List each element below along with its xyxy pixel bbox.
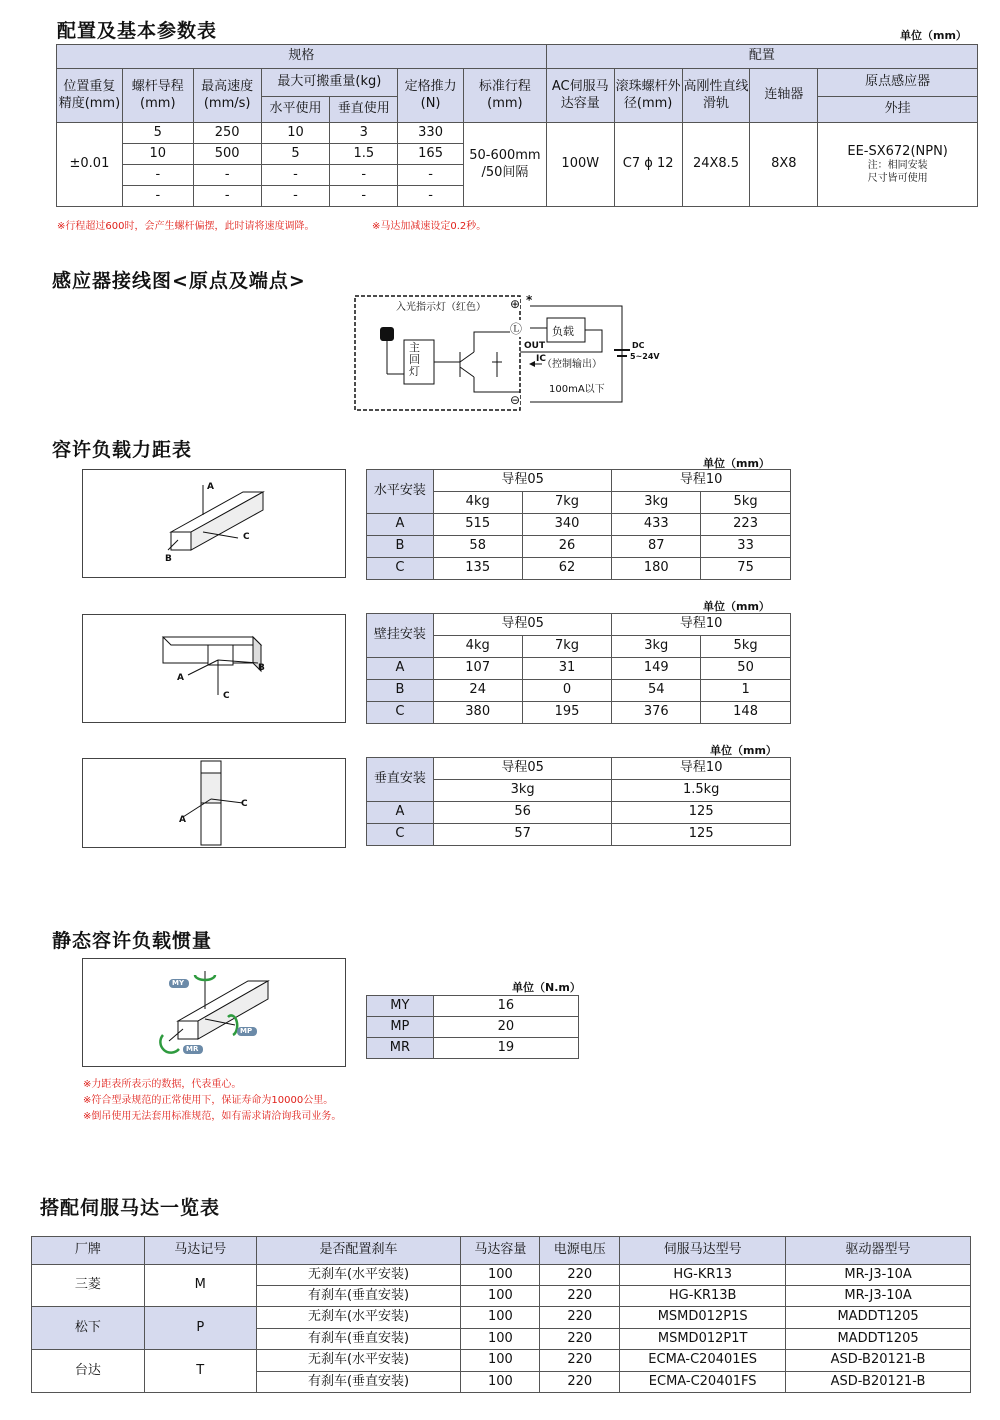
row-key: B <box>367 536 434 558</box>
sensor-note1: 注：相同安装 <box>867 160 928 172</box>
terminal-minus: ⊖ <box>510 393 521 407</box>
table-cell: MSMD012P1T <box>620 1329 786 1350</box>
table-cell: 10 <box>122 144 193 165</box>
table-cell: 149 <box>612 658 701 680</box>
table-cell: 100 <box>461 1307 540 1329</box>
lead10-header: 导程10 <box>612 758 791 780</box>
table-cell: - <box>330 186 398 207</box>
table-cell: 220 <box>540 1265 620 1286</box>
config-title: 配置及基本参数表 <box>57 20 218 42</box>
table-cell: 有刹车(垂直安装) <box>256 1372 461 1393</box>
axis-c-label: C <box>243 532 250 542</box>
row-key: A <box>367 658 434 680</box>
servo-table <box>31 1236 971 1393</box>
rail-value: 24X8.5 <box>682 123 750 207</box>
servo-header: 伺服马达型号 <box>620 1237 786 1265</box>
stroke-value <box>463 123 546 207</box>
table-cell: - <box>122 186 193 207</box>
axis-b-label: B <box>258 663 265 673</box>
col-coupling: 连轴器 <box>750 69 818 123</box>
servo-title: 搭配伺服马达一览表 <box>40 1197 221 1219</box>
main-circuit-3: 灯 <box>409 365 420 379</box>
table-cell: 5 <box>261 144 330 165</box>
main-circuit-1: 主 <box>409 341 420 354</box>
table-cell: MADDT1205 <box>786 1329 971 1350</box>
load-header: 3kg <box>433 780 612 802</box>
lead10-header: 导程10 <box>612 614 791 636</box>
row-key: A <box>367 514 434 536</box>
dc-label: DC <box>632 341 645 350</box>
wall-figure <box>82 614 346 723</box>
vertical-figure <box>82 758 346 848</box>
load-header: 1.5kg <box>612 780 791 802</box>
row-key: B <box>367 680 434 702</box>
row-key: C <box>367 824 434 846</box>
col-sensor-mount: 外挂 <box>818 97 978 123</box>
ic-label: IC <box>536 354 546 364</box>
brand-cell: 台达 <box>32 1350 145 1393</box>
indicator-label: 入光指示灯（红色） <box>396 302 486 313</box>
mp-badge: MP <box>240 1027 253 1035</box>
table-cell: 26 <box>522 536 612 558</box>
table-cell: 180 <box>612 558 701 580</box>
col-rail: 高刚性直线滑轨 <box>682 69 750 123</box>
servo-header: 厂牌 <box>32 1237 145 1265</box>
table-cell: 31 <box>522 658 612 680</box>
sensor-note2: 尺寸皆可使用 <box>867 172 928 184</box>
table-cell: 有刹车(垂直安装) <box>256 1329 461 1350</box>
load-header: 4kg <box>433 636 522 658</box>
table-cell: ASD-B20121-B <box>786 1350 971 1372</box>
table-cell: 10 <box>261 123 330 144</box>
horizontal-svg <box>83 470 345 577</box>
coupling-value: 8X8 <box>750 123 818 207</box>
load-header: 7kg <box>522 636 612 658</box>
out-label: OUT <box>524 341 546 351</box>
table-cell: 0 <box>522 680 612 702</box>
table-cell: 50 <box>701 658 791 680</box>
table-cell: 有刹车(垂直安装) <box>256 1286 461 1307</box>
terminal-star: * <box>526 293 533 307</box>
row-key: MR <box>367 1038 434 1059</box>
config-note2: ※马达加减速设定0.2秒。 <box>372 221 487 232</box>
motor-value: 100W <box>546 123 614 207</box>
col-sensor: 原点感应器 <box>818 69 978 97</box>
inertia-svg <box>83 959 345 1066</box>
stroke-line2: /50间隔 <box>481 164 529 180</box>
col-screw: 滚珠螺杆外径(mm) <box>614 69 682 123</box>
table-cell: MR-J3-10A <box>786 1286 971 1307</box>
servo-header: 马达容量 <box>461 1237 540 1265</box>
col-payload: 最大可搬重量(kg) <box>261 69 398 97</box>
table-cell: 57 <box>433 824 612 846</box>
table-cell: ASD-B20121-B <box>786 1372 971 1393</box>
table-cell: ECMA-C20401FS <box>620 1372 786 1393</box>
table-cell: HG-KR13B <box>620 1286 786 1307</box>
table-cell: 220 <box>540 1350 620 1372</box>
table-cell: 62 <box>522 558 612 580</box>
moment-title: 容许负载力距表 <box>52 439 193 461</box>
table-cell: 100 <box>461 1329 540 1350</box>
col-vertical: 垂直使用 <box>330 97 398 123</box>
table-cell: 515 <box>433 514 522 536</box>
load-header: 3kg <box>612 636 701 658</box>
lead10-header: 导程10 <box>612 470 791 492</box>
wall-unit: 单位（mm） <box>703 600 770 613</box>
col-speed: 最高速度(mm/s) <box>193 69 261 123</box>
row-key: C <box>367 702 434 724</box>
ic-note: （控制输出） <box>542 359 602 370</box>
table-cell: - <box>122 165 193 186</box>
config-unit: 单位（mm） <box>900 29 967 42</box>
code-cell: M <box>144 1265 256 1307</box>
table-cell: 87 <box>612 536 701 558</box>
code-cell: P <box>144 1307 256 1350</box>
screw-value: C7 ϕ 12 <box>614 123 682 207</box>
table-cell: 220 <box>540 1329 620 1350</box>
load-header: 5kg <box>701 492 791 514</box>
inertia-unit: 单位（N.m） <box>512 981 581 994</box>
servo-header: 马达记号 <box>144 1237 256 1265</box>
load-header: 5kg <box>701 636 791 658</box>
axis-a-label: A <box>179 815 186 825</box>
sensor-model: EE-SX672(NPN) <box>847 143 948 159</box>
table-cell: 33 <box>701 536 791 558</box>
table-cell: HG-KR13 <box>620 1265 786 1286</box>
table-cell: 165 <box>398 144 464 165</box>
inertia-note: ※力距表所表示的数据，代表重心。 <box>83 1079 242 1090</box>
table-cell: 24 <box>433 680 522 702</box>
load-header: 7kg <box>522 492 612 514</box>
voltage-label: 5~24V <box>630 352 660 361</box>
inertia-table <box>366 995 579 1059</box>
load-header: 3kg <box>612 492 701 514</box>
table-cell: 54 <box>612 680 701 702</box>
table-cell: 1.5 <box>330 144 398 165</box>
col-lead: 螺杆导程(mm) <box>122 69 193 123</box>
table-cell: 100 <box>461 1372 540 1393</box>
table-cell: 16 <box>433 996 578 1017</box>
col-thrust: 定格推力(N) <box>398 69 464 123</box>
horizontal-table <box>366 469 791 580</box>
mr-badge: MR <box>186 1045 199 1053</box>
table-cell: 500 <box>193 144 261 165</box>
col-repeat: 位置重复精度(mm) <box>57 69 123 123</box>
inertia-figure <box>82 958 346 1067</box>
stroke-line1: 50-600mm <box>469 148 541 164</box>
horizontal-unit: 单位（mm） <box>703 457 770 470</box>
terminal-plus: ⊕ <box>510 297 521 311</box>
table-cell: 223 <box>701 514 791 536</box>
axis-a-label: A <box>207 482 214 492</box>
table-cell: 56 <box>433 802 612 824</box>
lead05-header: 导程05 <box>433 758 612 780</box>
vertical-svg <box>83 759 345 847</box>
wall-svg <box>83 615 345 722</box>
table-cell: 5 <box>122 123 193 144</box>
wiring-title: 感应器接线图<原点及端点> <box>52 270 306 292</box>
table-cell: - <box>193 186 261 207</box>
vertical-unit: 单位（mm） <box>710 744 777 757</box>
lead05-header: 导程05 <box>433 614 612 636</box>
table-cell: 376 <box>612 702 701 724</box>
table-cell: 无刹车(水平安装) <box>256 1265 461 1286</box>
table-cell: 380 <box>433 702 522 724</box>
horizontal-figure <box>82 469 346 578</box>
table-cell: 330 <box>398 123 464 144</box>
table-cell: 250 <box>193 123 261 144</box>
brand-cell: 三菱 <box>32 1265 145 1307</box>
brand-cell: 松下 <box>32 1307 145 1350</box>
axis-b-label: B <box>165 554 172 564</box>
lead05-header: 导程05 <box>433 470 612 492</box>
repeat-value: ±0.01 <box>57 123 123 207</box>
current-label: 100mA以下 <box>549 384 605 395</box>
axis-c-label: C <box>223 691 230 701</box>
table-cell: - <box>398 186 464 207</box>
horizontal-label: 水平安装 <box>367 470 434 514</box>
table-cell: 75 <box>701 558 791 580</box>
my-badge: MY <box>172 979 185 987</box>
spec-header: 规格 <box>57 45 547 69</box>
table-cell: 220 <box>540 1307 620 1329</box>
table-cell: 220 <box>540 1286 620 1307</box>
inertia-note: ※倒吊使用无法套用标准规范，如有需求请洽询我司业务。 <box>83 1111 342 1122</box>
axis-a-label: A <box>177 673 184 683</box>
table-cell: 1 <box>701 680 791 702</box>
servo-header: 是否配置刹车 <box>256 1237 461 1265</box>
vertical-table <box>366 757 791 846</box>
table-cell: 195 <box>522 702 612 724</box>
table-cell: - <box>330 165 398 186</box>
row-key: MY <box>367 996 434 1017</box>
wall-label: 壁挂安装 <box>367 614 434 658</box>
row-key: A <box>367 802 434 824</box>
table-cell: 无刹车(水平安装) <box>256 1307 461 1329</box>
col-stroke: 标准行程(mm) <box>463 69 546 123</box>
table-cell: MR-J3-10A <box>786 1265 971 1286</box>
table-cell: 无刹车(水平安装) <box>256 1350 461 1372</box>
main-circuit-label <box>409 342 420 378</box>
servo-header: 驱动器型号 <box>786 1237 971 1265</box>
col-motor: AC伺服马达容量 <box>546 69 614 123</box>
table-cell: - <box>398 165 464 186</box>
config-note1: ※行程超过600时，会产生螺杆偏摆，此时请将速度调降。 <box>57 221 315 232</box>
table-cell: 433 <box>612 514 701 536</box>
table-cell: - <box>193 165 261 186</box>
table-cell: 100 <box>461 1286 540 1307</box>
wall-table <box>366 613 791 724</box>
table-cell: MSMD012P1S <box>620 1307 786 1329</box>
axis-c-label: C <box>241 799 248 809</box>
load-header: 4kg <box>433 492 522 514</box>
table-cell: 58 <box>433 536 522 558</box>
table-cell: 220 <box>540 1372 620 1393</box>
col-horizontal: 水平使用 <box>261 97 330 123</box>
inertia-note: ※符合型录规范的正常使用下，保证寿命为10000公里。 <box>83 1095 334 1106</box>
table-cell: ECMA-C20401ES <box>620 1350 786 1372</box>
sensor-value <box>818 123 978 207</box>
table-cell: 125 <box>612 802 791 824</box>
main-circuit-2: 回 <box>409 353 420 367</box>
config-table <box>56 44 978 207</box>
table-cell: MADDT1205 <box>786 1307 971 1329</box>
wiring-diagram <box>352 292 662 414</box>
table-cell: 135 <box>433 558 522 580</box>
table-cell: 20 <box>433 1017 578 1038</box>
table-cell: - <box>261 186 330 207</box>
servo-header: 电源电压 <box>540 1237 620 1265</box>
vertical-label: 垂直安装 <box>367 758 434 802</box>
code-cell: T <box>144 1350 256 1393</box>
table-cell: 340 <box>522 514 612 536</box>
table-cell: 3 <box>330 123 398 144</box>
config-header: 配置 <box>546 45 977 69</box>
table-cell: 107 <box>433 658 522 680</box>
table-cell: 100 <box>461 1265 540 1286</box>
table-cell: 100 <box>461 1350 540 1372</box>
table-cell: - <box>261 165 330 186</box>
table-cell: 125 <box>612 824 791 846</box>
row-key: C <box>367 558 434 580</box>
terminal-l: Ⓛ <box>510 322 523 336</box>
table-cell: 148 <box>701 702 791 724</box>
load-label: 负载 <box>552 325 574 338</box>
row-key: MP <box>367 1017 434 1038</box>
inertia-title: 静态容许负载惯量 <box>52 930 213 952</box>
table-cell: 19 <box>433 1038 578 1059</box>
